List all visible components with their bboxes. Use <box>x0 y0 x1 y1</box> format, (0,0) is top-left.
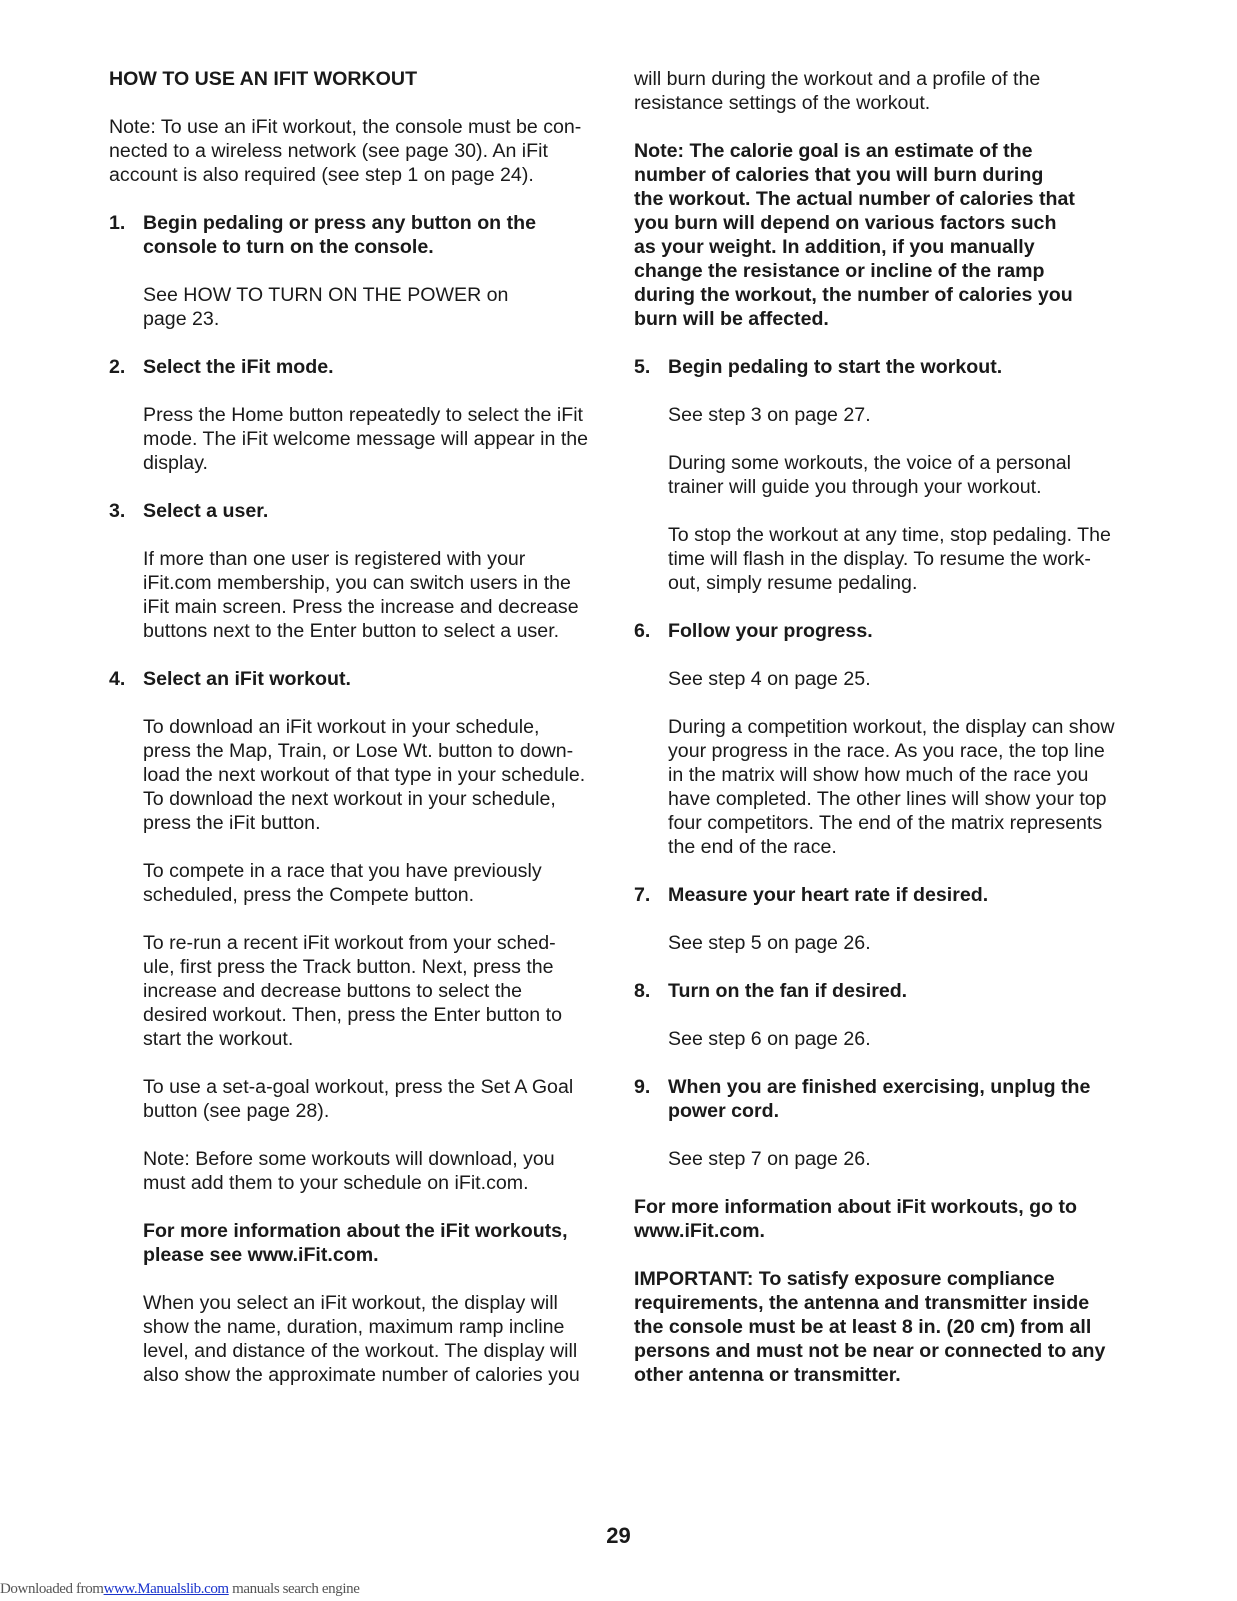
text-line: the workout. The actual number of calories that <box>634 188 1075 210</box>
text-line: See step 4 on page 25. <box>668 668 871 690</box>
important-notice <box>634 1267 1134 1387</box>
step-paragraph <box>668 1027 1134 1051</box>
right-column <box>634 67 1134 1387</box>
text-line: burn will be affected. <box>634 308 829 330</box>
step-title <box>668 883 1134 907</box>
step-heading <box>109 355 604 379</box>
text-line: time will flash in the display. To resume the work- <box>668 548 1091 570</box>
intro-note <box>109 115 604 187</box>
step-heading <box>634 1075 1134 1123</box>
step-4 <box>109 667 604 1387</box>
step-5 <box>634 355 1134 595</box>
step-9 <box>634 1075 1134 1171</box>
step-body <box>109 283 604 331</box>
step-7 <box>634 883 1134 955</box>
text-line: Begin pedaling to start the workout. <box>668 356 1003 378</box>
step-title <box>668 979 1134 1003</box>
text-line: Note: Before some workouts will download, you <box>143 1148 555 1170</box>
step-paragraph <box>143 283 604 331</box>
text-line: When you select an iFit workout, the display will <box>143 1292 558 1314</box>
step-title <box>143 667 604 691</box>
step-heading <box>109 211 604 259</box>
text-line: For more information about iFit workouts, go to <box>634 1196 1078 1218</box>
text-line: To download an iFit workout in your schedule, <box>143 716 540 738</box>
text-line: Turn on the fan if desired. <box>668 980 908 1002</box>
step-body <box>109 403 604 475</box>
step-number: 7. <box>634 884 651 906</box>
step-body <box>634 403 1134 595</box>
step-body <box>109 547 604 643</box>
calorie-goal-note <box>634 139 1134 331</box>
text-line: page 23. <box>143 308 220 330</box>
text-line: change the resistance or incline of the ramp <box>634 260 1045 282</box>
text-line: press the Map, Train, or Lose Wt. button to down- <box>143 740 574 762</box>
text-line: press the iFit button. <box>143 812 321 834</box>
step-heading <box>634 979 1134 1003</box>
text-line: To re-run a recent iFit workout from your sched- <box>143 932 556 954</box>
text-line: resistance settings of the workout. <box>634 92 931 114</box>
step-4-body <box>109 715 604 1195</box>
text-line: See step 5 on page 26. <box>668 932 871 954</box>
text-line: Select an iFit workout. <box>143 668 351 690</box>
page-number: 29 <box>606 1523 631 1548</box>
left-column <box>109 67 604 1387</box>
step-paragraph <box>668 403 1134 427</box>
step-title <box>668 1075 1134 1123</box>
step-1 <box>109 211 604 331</box>
step-paragraph <box>668 667 1134 691</box>
step-3 <box>109 499 604 643</box>
text-line: See step 3 on page 27. <box>668 404 871 426</box>
workout-display-text <box>109 1291 604 1387</box>
step-number: 9. <box>634 1076 651 1098</box>
text-line: To download the next workout in your schedule, <box>143 788 556 810</box>
section-heading: HOW TO USE AN IFIT WORKOUT <box>109 68 418 90</box>
text-line: scheduled, press the Compete button. <box>143 884 475 906</box>
step-heading <box>109 499 604 523</box>
step-number: 2. <box>109 356 126 378</box>
footer-prefix: Downloaded from <box>0 1581 104 1597</box>
step-paragraph <box>143 931 604 1051</box>
text-line: account is also required (see step 1 on page 24). <box>109 164 534 186</box>
step-title <box>143 499 604 523</box>
text-line: Measure your heart rate if desired. <box>668 884 989 906</box>
step-heading <box>634 355 1134 379</box>
text-line: out, simply resume pedaling. <box>668 572 918 594</box>
text-line: ule, first press the Track button. Next, press the <box>143 956 554 978</box>
step-paragraph <box>143 859 604 907</box>
text-line: the end of the race. <box>668 836 837 858</box>
step-number: 6. <box>634 620 651 642</box>
text-line: also show the approximate number of calories you <box>143 1364 580 1386</box>
ifit-info-note <box>109 1219 604 1267</box>
workout-display-text-continued <box>634 67 1134 115</box>
text-line: www.iFit.com. <box>634 1220 765 1242</box>
step-paragraph <box>668 451 1134 499</box>
text-line: To use a set-a-goal workout, press the Set A Goal <box>143 1076 574 1098</box>
step-paragraph <box>668 715 1134 859</box>
text-line: number of calories that you will burn during <box>634 164 1044 186</box>
text-line: trainer will guide you through your workout. <box>668 476 1042 498</box>
text-line: nected to a wireless network (see page 30). An iFit <box>109 140 548 162</box>
step-paragraph <box>668 1147 1134 1171</box>
text-line: as your weight. In addition, if you manually <box>634 236 1035 258</box>
text-line: During a competition workout, the display can show <box>668 716 1115 738</box>
text-line: will burn during the workout and a profile of the <box>634 68 1041 90</box>
step-title <box>668 355 1134 379</box>
text-line: during the workout, the number of calories you <box>634 284 1073 306</box>
step-paragraph <box>143 547 604 643</box>
step-paragraph <box>668 931 1134 955</box>
step-number: 3. <box>109 500 126 522</box>
text-line: buttons next to the Enter button to select a user. <box>143 620 560 642</box>
step-body <box>634 667 1134 859</box>
text-line: you burn will depend on various factors such <box>634 212 1057 234</box>
text-line: other antenna or transmitter. <box>634 1364 901 1386</box>
text-line: IMPORTANT: To satisfy exposure compliance <box>634 1268 1055 1290</box>
step-8 <box>634 979 1134 1051</box>
text-line: Select a user. <box>143 500 269 522</box>
text-line: button (see page 28). <box>143 1100 330 1122</box>
text-line: power cord. <box>668 1100 780 1122</box>
step-body <box>634 931 1134 955</box>
text-line: To compete in a race that you have previously <box>143 860 542 882</box>
text-line: Note: The calorie goal is an estimate of the <box>634 140 1033 162</box>
text-line: iFit.com membership, you can switch users in the <box>143 572 571 594</box>
text-line: four competitors. The end of the matrix represents <box>668 812 1103 834</box>
step-body <box>634 1147 1134 1171</box>
download-footer <box>0 1577 359 1601</box>
text-line: Note: To use an iFit workout, the console must be con- <box>109 116 582 138</box>
text-line: For more information about the iFit workouts, <box>143 1220 568 1242</box>
text-line: display. <box>143 452 208 474</box>
text-line: persons and must not be near or connected to any <box>634 1340 1106 1362</box>
text-line: When you are finished exercising, unplug the <box>668 1076 1091 1098</box>
step-heading <box>634 619 1134 643</box>
text-line: the console must be at least 8 in. (20 cm) from all <box>634 1316 1092 1338</box>
step-2 <box>109 355 604 475</box>
step-paragraph <box>143 403 604 475</box>
text-line: requirements, the antenna and transmitter inside <box>634 1292 1090 1314</box>
step-paragraph <box>143 1147 604 1195</box>
text-line: Select the iFit mode. <box>143 356 334 378</box>
text-line: See step 7 on page 26. <box>668 1148 871 1170</box>
text-line: load the next workout of that type in your schedule. <box>143 764 586 786</box>
text-line: must add them to your schedule on iFit.com. <box>143 1172 529 1194</box>
step-number: 1. <box>109 212 126 234</box>
step-number: 5. <box>634 356 651 378</box>
text-line: During some workouts, the voice of a personal <box>668 452 1071 474</box>
text-line: please see www.iFit.com. <box>143 1244 379 1266</box>
step-title <box>668 619 1134 643</box>
text-line: show the name, duration, maximum ramp incline <box>143 1316 565 1338</box>
text-line: desired workout. Then, press the Enter button to <box>143 1004 562 1026</box>
step-body <box>634 1027 1134 1051</box>
text-line: start the workout. <box>143 1028 294 1050</box>
step-paragraph <box>143 1075 604 1123</box>
text-line: See step 6 on page 26. <box>668 1028 871 1050</box>
text-line: To stop the workout at any time, stop pedaling. The <box>668 524 1111 546</box>
step-heading <box>634 883 1134 907</box>
text-line: Follow your progress. <box>668 620 873 642</box>
text-line: mode. The iFit welcome message will appear in the <box>143 428 589 450</box>
text-line: increase and decrease buttons to select the <box>143 980 523 1002</box>
text-line: in the matrix will show how much of the race you <box>668 764 1089 786</box>
text-line: your progress in the race. As you race, the top line <box>668 740 1105 762</box>
text-line: have completed. The other lines will show your top <box>668 788 1107 810</box>
manualslib-link[interactable]: www.Manualslib.com <box>103 1581 229 1597</box>
step-paragraph <box>143 715 604 835</box>
step-number: 4. <box>109 668 126 690</box>
more-info-note <box>634 1195 1134 1243</box>
footer-suffix: manuals search engine <box>228 1581 360 1597</box>
text-line: Press the Home button repeatedly to select the iFit <box>143 404 583 426</box>
step-title <box>143 211 604 259</box>
text-line: Begin pedaling or press any button on the <box>143 212 536 234</box>
step-title <box>143 355 604 379</box>
text-line: console to turn on the console. <box>143 236 434 258</box>
text-line: iFit main screen. Press the increase and decrease <box>143 596 579 618</box>
step-6 <box>634 619 1134 859</box>
text-line: If more than one user is registered with your <box>143 548 526 570</box>
step-number: 8. <box>634 980 651 1002</box>
text-line: level, and distance of the workout. The display will <box>143 1340 578 1362</box>
step-paragraph <box>668 523 1134 595</box>
text-line: See HOW TO TURN ON THE POWER on <box>143 284 509 306</box>
